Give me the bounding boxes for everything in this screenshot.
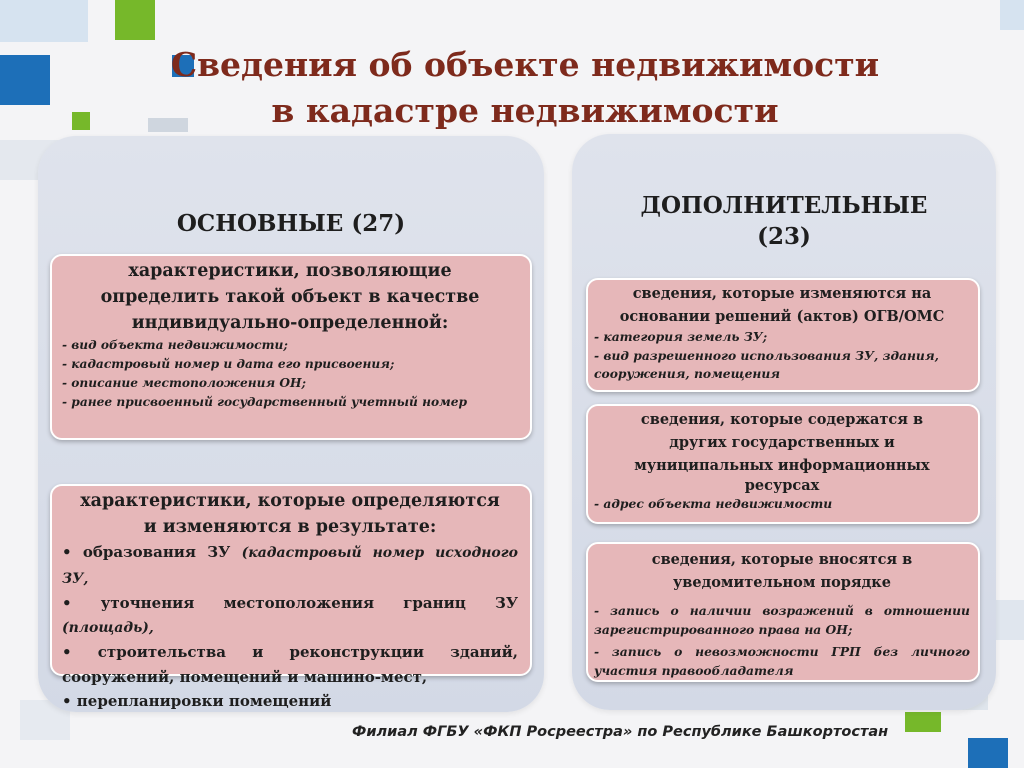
decisions-info-box (586, 278, 980, 392)
box-heading-line: основании решений (актов) ОГВ/ОМС (619, 308, 945, 325)
list-item: - адрес объекта недвижимости (594, 496, 833, 511)
decor-square (1000, 0, 1024, 30)
list-item-note: (кадастровый номер исходного ЗУ, (62, 545, 518, 587)
box-heading-line: ресурсах (744, 477, 820, 494)
list-item: - запись о наличии возражений в отношении (594, 603, 970, 618)
list-item: • уточнения местоположения границ ЗУ (62, 594, 518, 612)
box-heading-line: и изменяются в результате: (143, 517, 437, 537)
additional-heading-line-2: (23) (757, 223, 811, 250)
list-item: - ранее присвоенный государственный учетный номер (62, 395, 468, 409)
decor-square (0, 0, 88, 42)
box-heading-line: других государственных и (669, 434, 895, 451)
list-item: - категория земель ЗУ; (594, 329, 768, 344)
list-item: сооружений, помещений и машино-мест, (62, 667, 428, 686)
list-item (62, 540, 518, 591)
list-item: - вид объекта недвижимости; (62, 338, 288, 352)
list-item-note: (площадь), (62, 619, 154, 636)
box-heading-line: сведения, которые изменяются на (632, 285, 932, 302)
additional-heading-line-1: ДОПОЛНИТЕЛЬНЫЕ (640, 192, 928, 219)
decor-square (905, 712, 941, 732)
state-resources-info-box (586, 404, 980, 524)
title-line-2: в кадастре недвижимости (271, 91, 779, 130)
main-info-heading: ОСНОВНЫЕ (27) (176, 210, 406, 237)
page-title (150, 42, 900, 134)
list-item: сооружения, помещения (594, 366, 781, 381)
box-heading-line: уведомительном порядке (673, 574, 891, 591)
title-line-1: Сведения об объекте недвижимости (170, 45, 880, 84)
list-item-text: • образования ЗУ (62, 543, 231, 561)
additional-info-heading (572, 190, 996, 252)
box-heading-line: характеристики, позволяющие (128, 261, 452, 281)
box-heading-line: индивидуально-определенной: (131, 313, 449, 333)
identifying-characteristics-box (50, 254, 532, 440)
list-item: • строительства и реконструкции зданий, (62, 643, 518, 661)
box-heading-line: муниципальных информационных (634, 457, 930, 474)
box-heading-line: определить такой объект в качестве (100, 287, 480, 307)
list-item: участия правообладателя (594, 662, 794, 678)
box-heading-line: сведения, которые содержатся в (640, 411, 924, 428)
decor-square (968, 738, 1008, 768)
decor-square (72, 112, 90, 130)
list-item: • перепланировки помещений (62, 692, 332, 710)
list-item: зарегистрированного права на ОН; (594, 621, 853, 637)
list-item: - запись о невозможности ГРП без личного (594, 644, 970, 659)
list-item: - вид разрешенного использования ЗУ, здания, (594, 347, 939, 363)
notification-info-box (586, 542, 980, 682)
box-heading-line: характеристики, которые определяются (80, 491, 500, 511)
list-item: - описание местоположения ОН; (62, 376, 307, 390)
decor-square (0, 55, 50, 105)
changing-characteristics-box (50, 484, 532, 710)
box-heading-line: сведения, которые вносятся в (651, 551, 913, 568)
decor-square (115, 0, 155, 40)
list-item: - кадастровый номер и дата его присвоения; (62, 357, 395, 371)
footer-branch-name: Филиал ФГБУ «ФКП Росреестра» по Республике Башкортостан (352, 724, 889, 740)
